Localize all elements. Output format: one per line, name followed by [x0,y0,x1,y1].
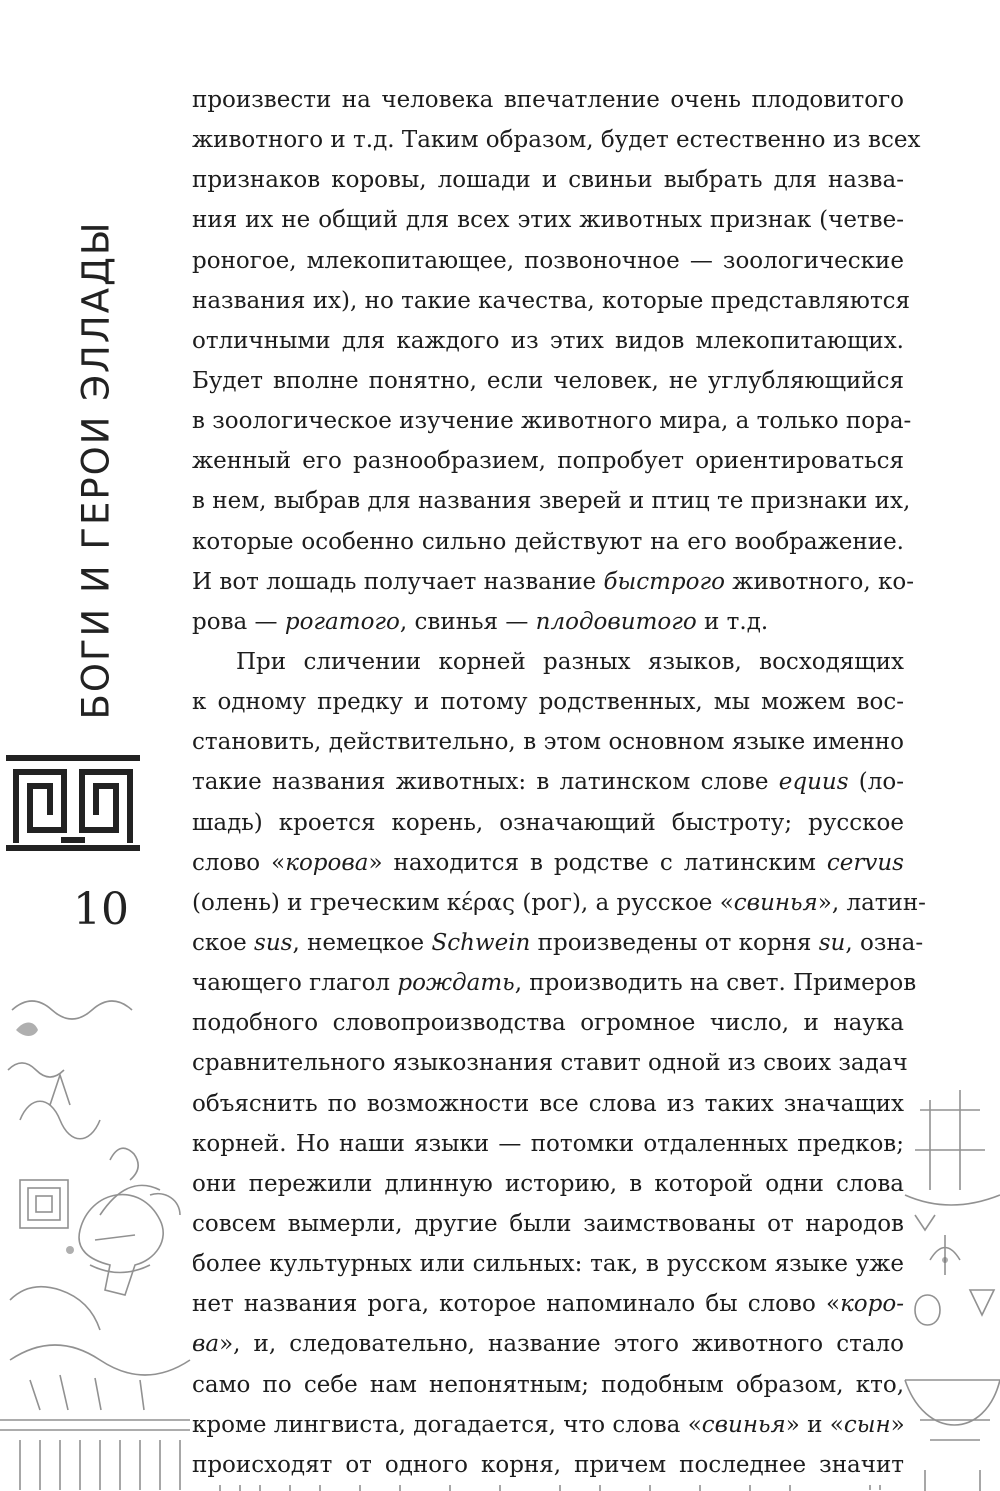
text-line [192,883,926,923]
text-span: подобного словопроизводства огромное число, и наука [192,1010,904,1037]
text-line [192,522,904,562]
text-span: Будет вполне понятно, если человек, не углубляющийся [192,367,904,394]
text-line [192,120,921,160]
italic-text: equus [778,769,849,796]
text-span: нет названия рога, которое напоминало бы слово « [192,1291,841,1318]
text-line [192,401,912,441]
text-line [192,1084,904,1124]
text-line [192,1003,904,1043]
text-line [192,281,911,321]
text-line [192,843,904,883]
text-span: , производить на свет. Примеров [514,970,917,997]
text-span: более культурных или сильных: так, в русском языке уже [192,1251,904,1278]
italic-text: сын [843,1411,891,1438]
text-span: ния их не общий для всех этих животных признак (четве- [192,207,904,234]
text-span: объяснить по возможности все слова из таких значащих [192,1090,904,1117]
text-line [192,1124,904,1164]
text-span: ское [192,929,255,956]
text-line [192,803,904,843]
text-span: роногое, млекопитающее, позвоночное — зоологические [192,247,904,274]
text-span: кроме лингвиста, догадается, что слова « [192,1411,702,1438]
text-span: » [890,1411,905,1438]
text-span: При сличении корней разных языков, восходящих [236,648,904,675]
text-span: женный его разнообразием, попробует ориентироваться [192,448,904,475]
italic-text: плодовитого [535,608,697,635]
italic-text: рождать [397,970,515,997]
text-line [192,1324,904,1364]
italic-text: Schwein [431,929,531,956]
text-span: и т.д. [696,608,769,635]
text-span: » и « [785,1411,844,1438]
text-span: в зоологическое изучение животного мира, а только пора- [192,408,912,435]
text-line [192,562,914,602]
text-span: отличными для каждого из этих видов млекопитающих. [192,327,904,354]
text-span: », и, следовательно, название этого животного стало [219,1331,904,1358]
text-line [192,441,904,481]
text-span: становить, действительно, в этом основном языке именно [192,729,904,756]
text-line [192,1204,904,1244]
text-line [192,481,911,521]
text-span: в нем, выбрав для названия зверей и птиц те признаки их, [192,488,911,515]
text-span: происходят от одного корня, причем последнее значит [192,1451,904,1478]
italic-text: sus [254,929,293,956]
text-span: корней. Но наши языки — потомки отдаленных предков; [192,1130,904,1157]
italic-text: su [818,929,846,956]
text-span: которые особенно сильно действуют на его воображение. [192,528,904,555]
text-line [192,160,904,200]
text-line [192,1284,904,1324]
italic-text: коро- [840,1291,904,1318]
text-span: , свинья — [399,608,536,635]
text-line [192,1405,904,1445]
text-line [192,361,904,401]
text-span: , немецкое [292,929,432,956]
text-span: шадь) кроется корень, означающий быстроту; русское [192,809,904,836]
text-span: (ло- [848,769,904,796]
text-line [192,241,904,281]
italic-text: быстрого [603,568,725,595]
text-line [192,1164,904,1204]
text-line [192,602,904,642]
text-line [192,80,904,120]
text-span: (олень) и греческим κέρας (рог), а русское « [192,889,734,916]
italic-text: рогатого [284,608,400,635]
greek-key-ornament [6,754,140,852]
text-span: , озна- [845,929,924,956]
text-span: само по себе нам непонятным; подобным образом, кто, [192,1371,904,1398]
body-text [192,80,926,1485]
text-line [192,1244,904,1284]
text-line [192,963,917,1003]
text-line [192,923,924,963]
italic-text: корова [285,849,369,876]
text-span: они пережили длинную историю, в которой одни слова [192,1170,904,1197]
text-span: слово « [192,849,286,876]
text-span: к одному предку и потому родственных, мы можем вос- [192,689,904,716]
italic-text: cervus [826,849,904,876]
italic-text: свинья [701,1411,786,1438]
running-title: БОГИ И ГЕРОИ ЭЛЛАДЫ [74,220,118,720]
text-line [192,200,904,240]
text-span: » находится в родстве с латинским [368,849,827,876]
page-number: 10 [73,884,129,935]
text-span: названия их), но такие качества, которые представляются [192,287,911,314]
text-line [192,1445,904,1485]
text-span: совсем вымерли, другие были заимствованы от народов [192,1210,904,1237]
text-span: такие названия животных: в латинском слове [192,769,779,796]
text-span: произвести на человека впечатление очень плодовитого [192,87,904,113]
text-line [192,1365,904,1405]
text-line [192,321,904,361]
text-line [192,642,904,682]
text-line [192,1043,908,1083]
text-span: сравнительного языкознания ставит одной из своих задач [192,1050,908,1077]
text-span: чающего глагол [192,970,398,997]
text-line [192,762,904,802]
text-line [192,682,904,722]
text-span: И вот лошадь получает название [192,568,604,595]
text-span: произведены от корня [530,929,819,956]
text-span: рова — [192,608,285,635]
text-span: признаков коровы, лошади и свиньи выбрать для назва- [192,167,904,194]
text-span: », латин- [817,889,926,916]
text-span: животного, ко- [724,568,914,595]
text-line [192,722,904,762]
italic-text: ва [192,1331,220,1358]
text-span: животного и т.д. Таким образом, будет естественно из всех [192,127,921,154]
italic-text: свинья [733,889,818,916]
